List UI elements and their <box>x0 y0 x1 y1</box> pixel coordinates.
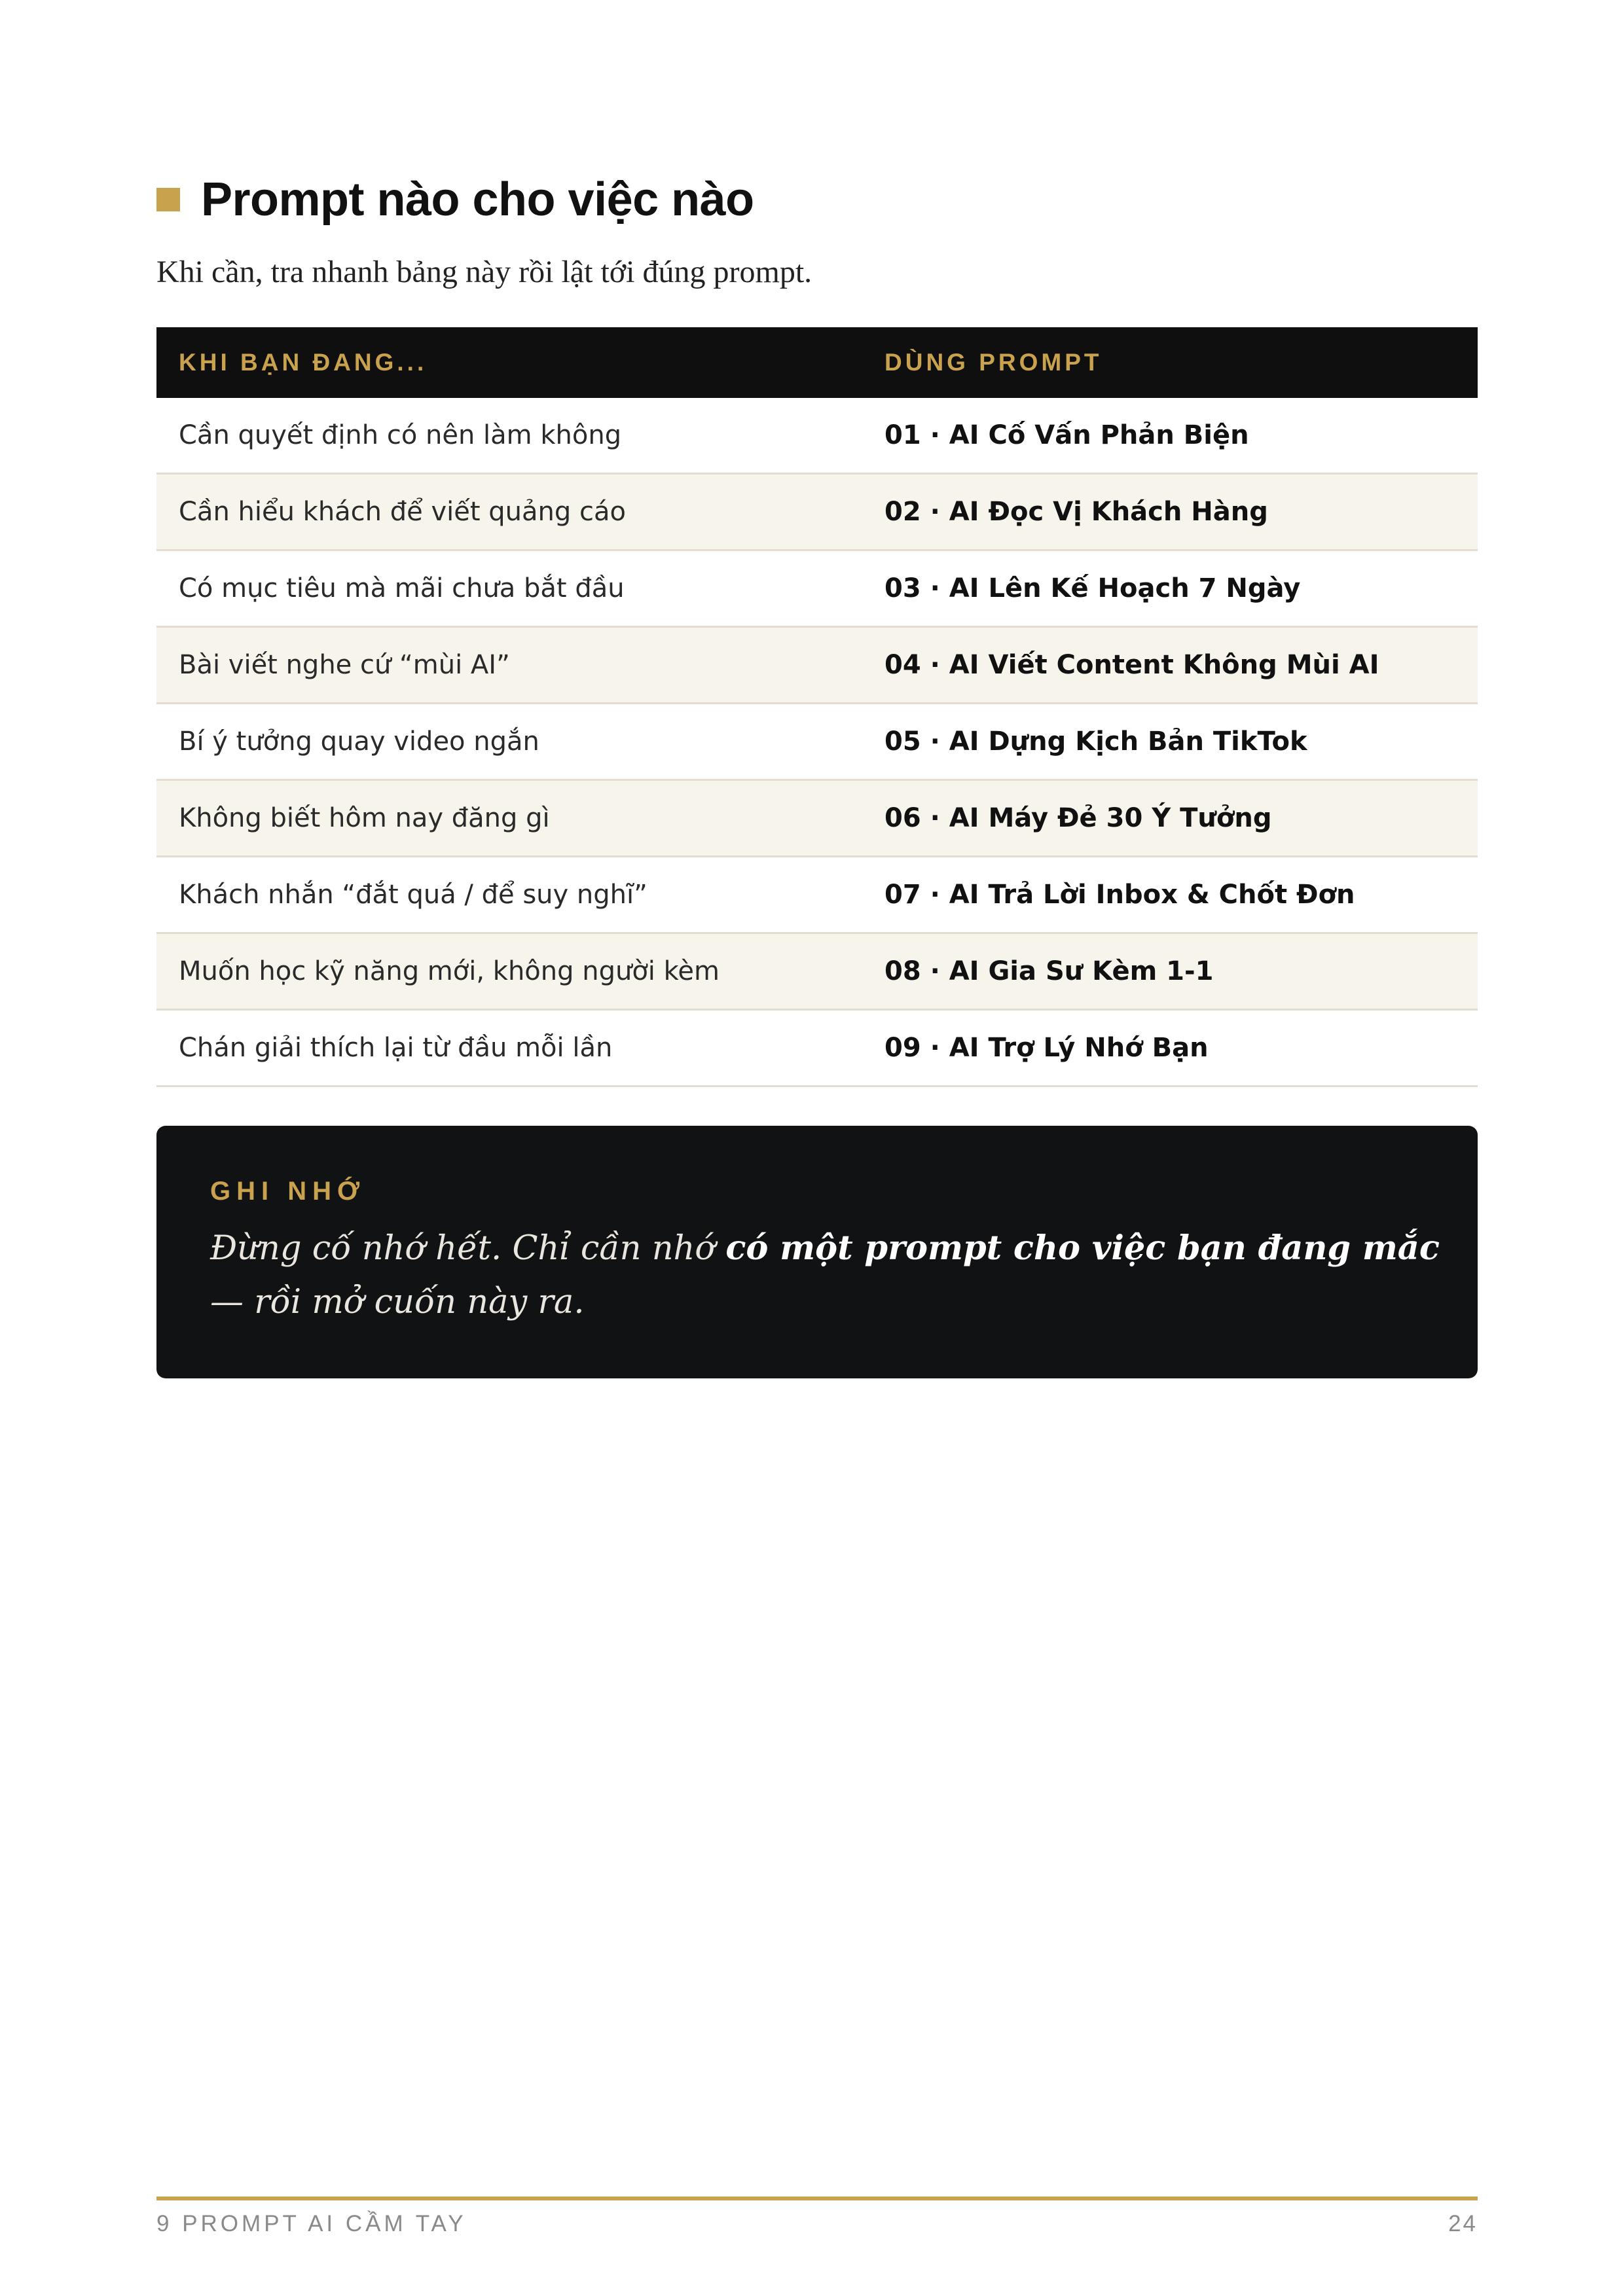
prompt-cell: 03 · AI Lên Kế Hoạch 7 Ngày <box>884 573 1301 603</box>
heading-square-icon <box>156 188 180 211</box>
table-row <box>156 475 1478 551</box>
page-number: 24 <box>1448 2211 1478 2236</box>
prompt-cell: 02 · AI Đọc Vị Khách Hàng <box>884 497 1268 527</box>
reminder-text-end: — rồi mở cuốn này ra. <box>210 1283 585 1321</box>
situation-cell: Chán giải thích lại từ đầu mỗi lần <box>179 1033 613 1063</box>
page-title: Prompt nào cho việc nào <box>201 173 754 226</box>
prompt-cell: 06 · AI Máy Đẻ 30 Ý Tưởng <box>884 803 1272 833</box>
footer-book-title: 9 PROMPT AI CẦM TAY <box>156 2211 467 2236</box>
column-header-prompt: DÙNG PROMPT <box>884 349 1103 376</box>
prompt-table <box>156 327 1478 1087</box>
situation-cell: Cần hiểu khách để viết quảng cáo <box>179 497 626 527</box>
prompt-cell: 04 · AI Viết Content Không Mùi AI <box>884 650 1379 680</box>
table-row <box>156 781 1478 857</box>
table-row <box>156 934 1478 1011</box>
column-header-situation: KHI BẠN ĐANG... <box>179 349 428 376</box>
table-row <box>156 1011 1478 1087</box>
reminder-text-emphasis: có một prompt cho việc bạn đang mắc <box>725 1229 1440 1268</box>
situation-cell: Bài viết nghe cứ “mùi AI” <box>179 650 510 680</box>
reminder-text-start: Đừng cố nhớ hết. Chỉ cần nhớ <box>210 1229 726 1268</box>
situation-cell: Không biết hôm nay đăng gì <box>179 803 550 833</box>
reminder-text <box>210 1221 1441 1329</box>
prompt-cell: 07 · AI Trả Lời Inbox & Chốt Đơn <box>884 880 1355 910</box>
prompt-cell: 01 · AI Cố Vấn Phản Biện <box>884 420 1249 450</box>
table-row <box>156 628 1478 704</box>
table-row <box>156 551 1478 628</box>
table-row <box>156 857 1478 934</box>
prompt-cell: 09 · AI Trợ Lý Nhớ Bạn <box>884 1033 1209 1063</box>
situation-cell: Khách nhắn “đắt quá / để suy nghĩ” <box>179 880 647 910</box>
situation-cell: Muốn học kỹ năng mới, không người kèm <box>179 956 720 986</box>
section-heading <box>156 167 754 232</box>
footer-divider <box>156 2197 1478 2200</box>
prompt-cell: 08 · AI Gia Sư Kèm 1-1 <box>884 956 1214 986</box>
table-row <box>156 704 1478 781</box>
reminder-callout <box>156 1126 1478 1378</box>
situation-cell: Bí ý tưởng quay video ngắn <box>179 726 539 757</box>
table-row <box>156 398 1478 475</box>
situation-cell: Cần quyết định có nên làm không <box>179 420 622 450</box>
reminder-label: GHI NHỚ <box>210 1177 366 1206</box>
intro-text: Khi cần, tra nhanh bảng này rồi lật tới đúng prompt. <box>156 255 812 289</box>
situation-cell: Có mục tiêu mà mãi chưa bắt đầu <box>179 573 625 603</box>
table-header <box>156 327 1478 398</box>
prompt-cell: 05 · AI Dựng Kịch Bản TikTok <box>884 726 1307 757</box>
